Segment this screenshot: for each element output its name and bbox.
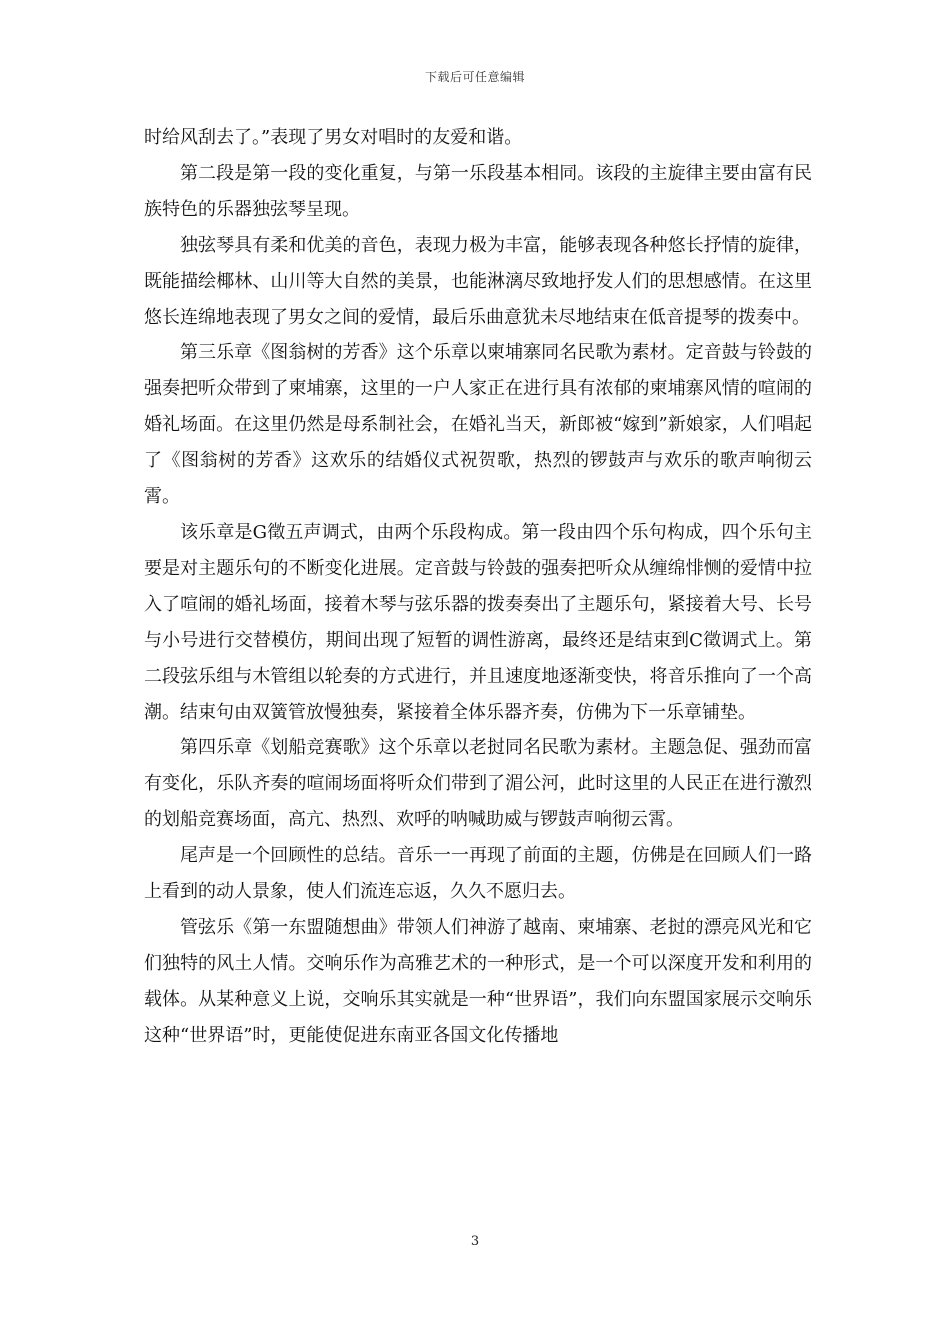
paragraph: 第三乐章《图翁树的芳香》这个乐章以柬埔寨同名民歌为素材。定音鼓与铃鼓的强奏把听众带到了柬埔寨，这里的一户人家正在进行具有浓郁的柬埔寨风情的喧闹的婚礼场面。在这里仍然是母系制社会，在婚礼当天，新郎被“嫁到”新娘家，人们唱起了《图翁树的芳香》这欢乐的结婚仪式祝贺歌，热烈的锣鼓声与欢乐的歌声响彻云霄。 bbox=[144, 342, 812, 508]
page-header: 下载后可任意编辑 bbox=[424, 70, 525, 84]
paragraph: 尾声是一个回顾性的总结。音乐一一再现了前面的主题，仿佛是在回顾人们一路上看到的动人景象，使人们流连忘返，久久不愿归去。 bbox=[144, 845, 812, 903]
paragraph: 第四乐章《划船竞赛歌》这个乐章以老挝同名民歌为素材。主题急促、强劲而富有变化，乐队齐奏的喧闹场面将听众们带到了湄公河，此时这里的人民正在进行激烈的划船竞赛场面，高亢、热烈、欢呼的呐喊助威与锣鼓声响彻云霄。 bbox=[144, 737, 812, 831]
paragraph: 该乐章是G徵五声调式，由两个乐段构成。第一段由四个乐句构成，四个乐句主要是对主题乐句的不断变化进展。定音鼓与铃鼓的强奏把听众从缠绵悱恻的爱情中拉入了喧闹的婚礼场面，接着木琴与弦乐器的拨奏奏出了主题乐句，紧接着大号、长号与小号进行交替模仿，期间出现了短暂的调性游离，最终还是结束到C徵调式上。第二段弦乐组与木管组以轮奏的方式进行，并且速度地逐渐变快，将音乐推向了一个高潮。结束句由双簧管放慢独奏，紧接着全体乐器齐奏，仿佛为下一乐章铺垫。 bbox=[144, 521, 812, 723]
page-number: 3 bbox=[470, 1234, 480, 1249]
paragraph: 独弦琴具有柔和优美的音色，表现力极为丰富，能够表现各种悠长抒情的旋律，既能描绘椰林、山川等大自然的美景，也能淋漓尽致地抒发人们的思想感情。在这里悠长连绵地表现了男女之间的爱情，最后乐曲意犹未尽地结束在低音提琴的拨奏中。 bbox=[144, 234, 812, 328]
paragraph: 管弦乐《第一东盟随想曲》带领人们神游了越南、柬埔寨、老挝的漂亮风光和它们独特的风土人情。交响乐作为高雅艺术的一种形式，是一个可以深度开发和利用的载体。从某种意义上说，交响乐其实就是一种“世界语”，我们向东盟国家展示交响乐这种“世界语”时，更能使促进东南亚各国文化传播地 bbox=[144, 916, 812, 1046]
document-body bbox=[144, 120, 812, 1054]
paragraph: 第二段是第一段的变化重复，与第一乐段基本相同。该段的主旋律主要由富有民族特色的乐器独弦琴呈现。 bbox=[144, 162, 812, 220]
paragraph-continued: 时给风刮去了。”表现了男女对唱时的友爱和谐。 bbox=[144, 127, 523, 148]
